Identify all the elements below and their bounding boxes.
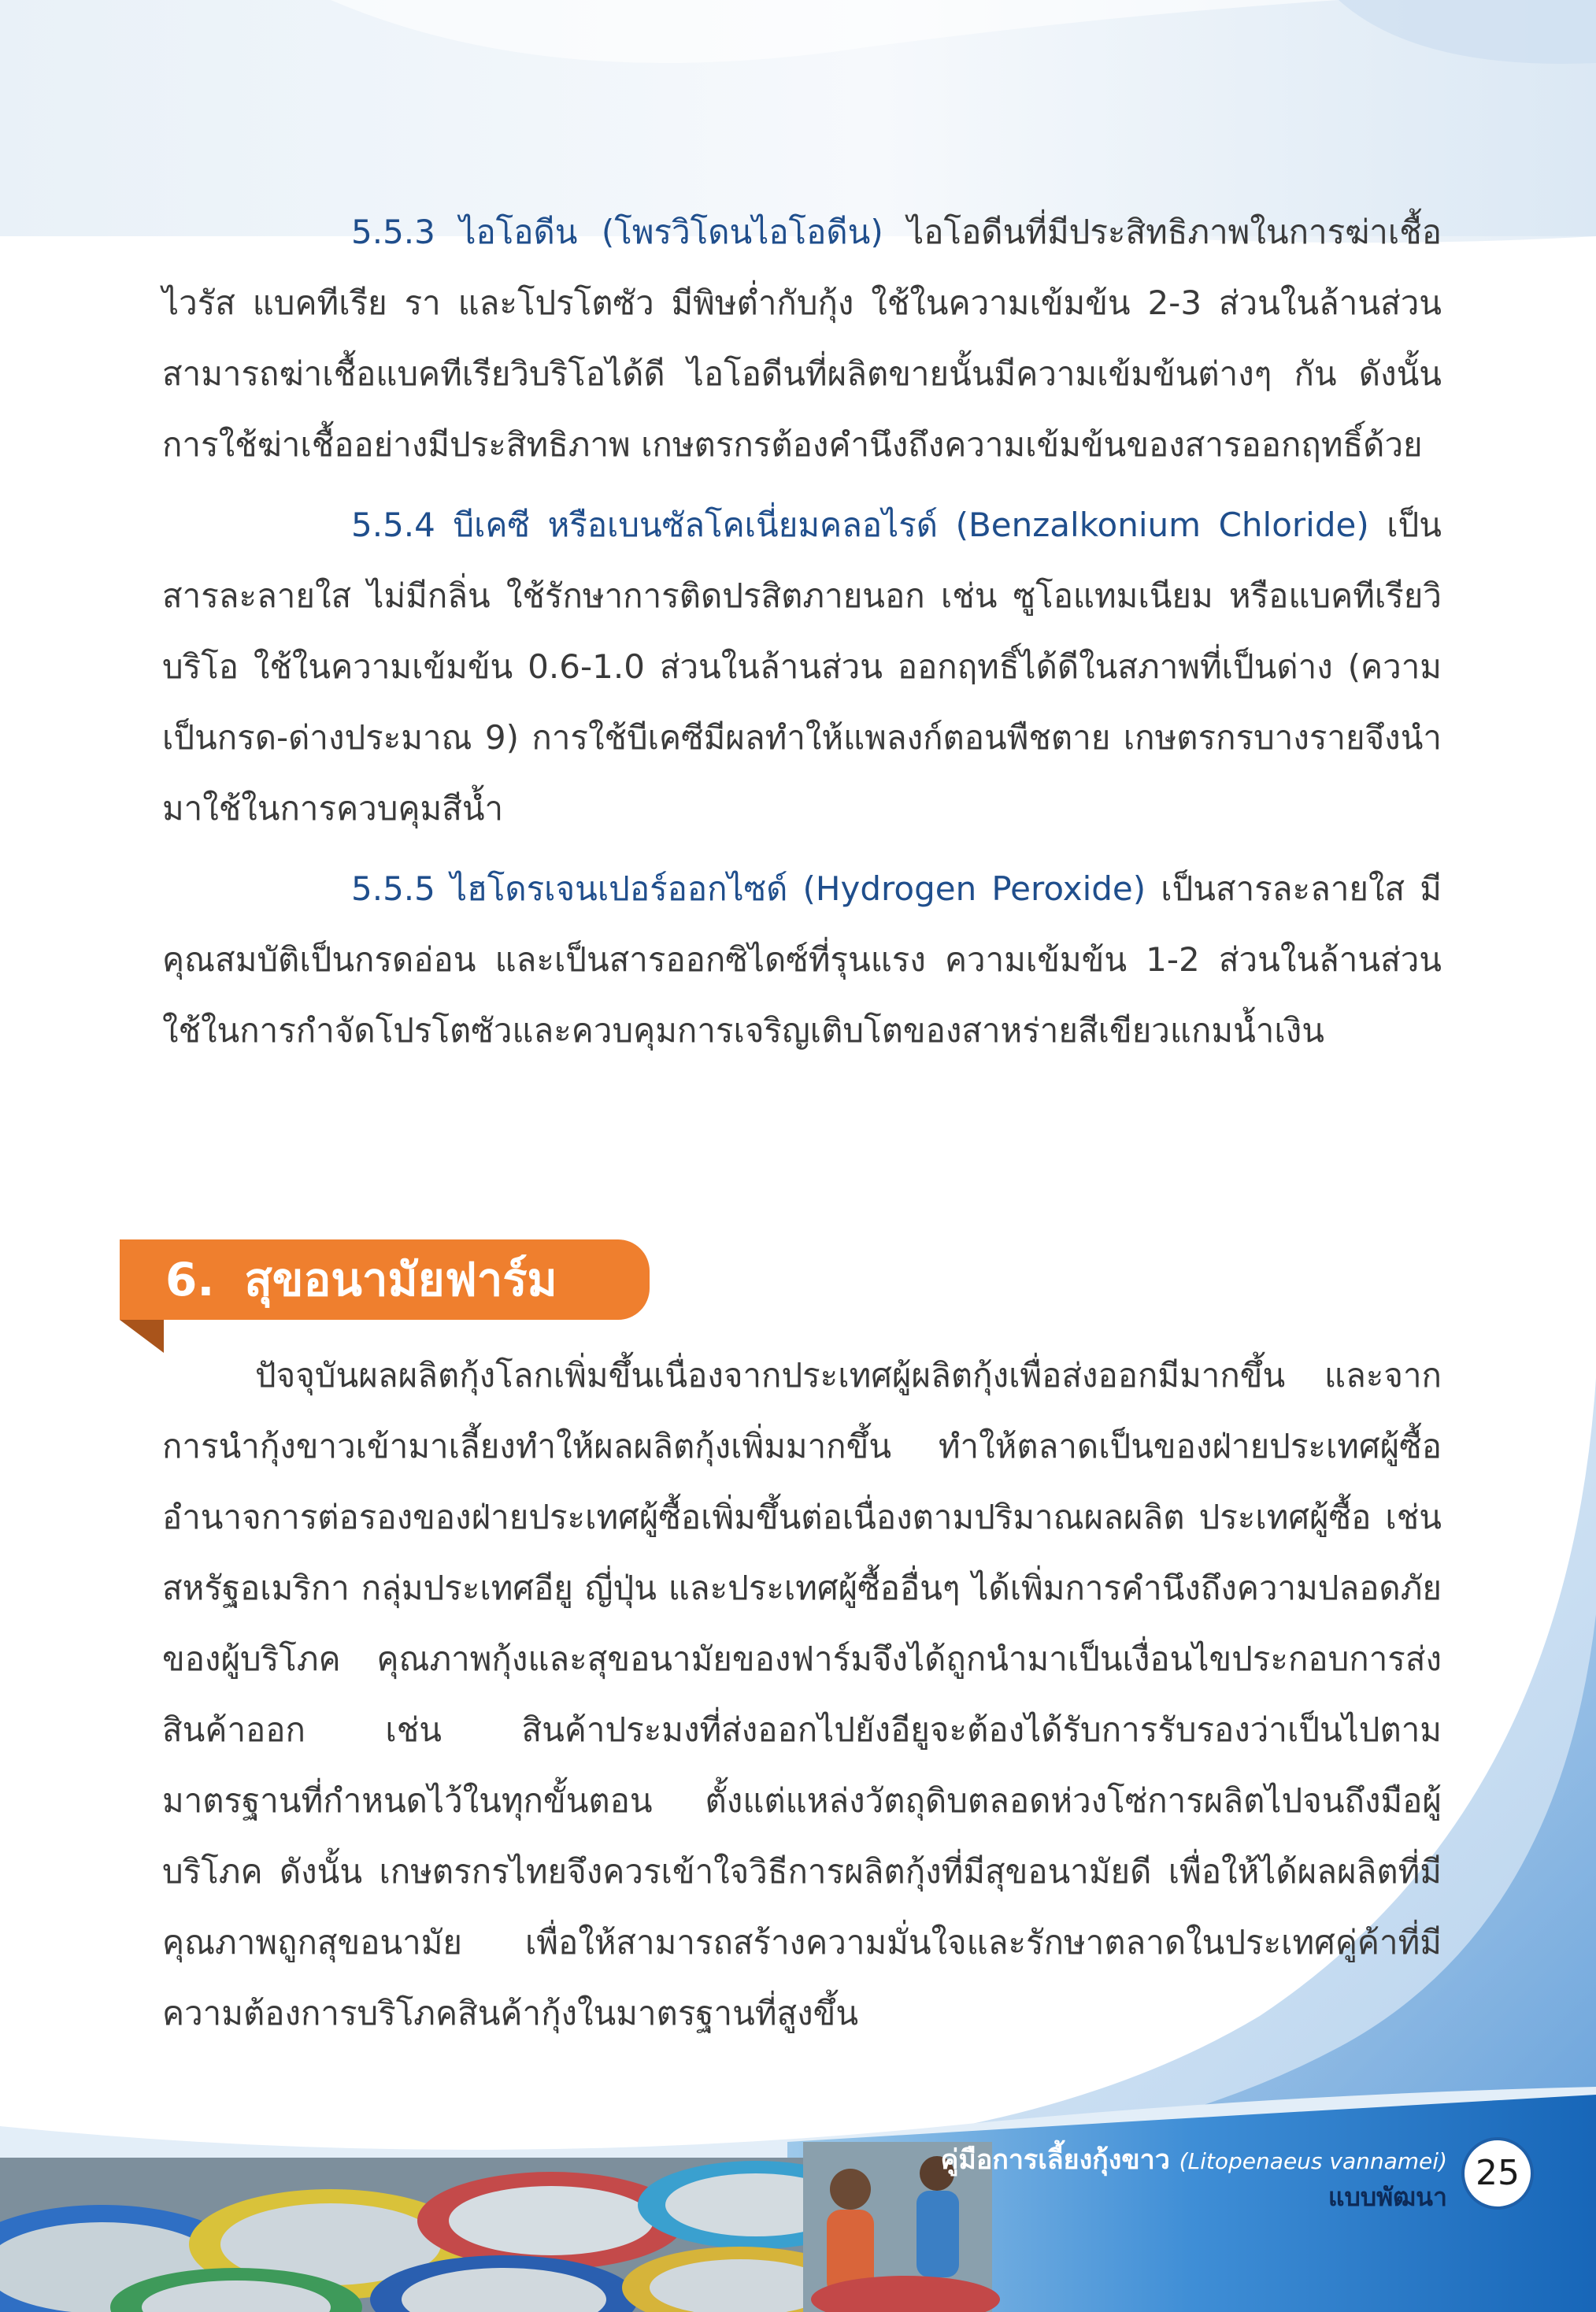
subsection-heading: 5.5.5 ไฮโดรเจนเปอร์ออกไซด์ (Hydrogen Peroxide) [351,869,1146,908]
footer-title-line [918,2142,1447,2180]
section-6-paragraph: ปัจจุบันผลผลิตกุ้งโลกเพิ่มขึ้นเนื่องจากประเทศผู้ผลิตกุ้งเพื่อส่งออกมีมากขึ้น และจากการนำกุ้งขาวเข้ามาเลี้ยงทำให้ผลผลิตกุ้งเพิ่มมากขึ้น ทำให้ตลาดเป็นของฝ่ายประเทศผู้ซื้อ อำนาจการต่อรองของฝ่ายประเทศผู้ซื้อเพิ่มขึ้นต่อเนื่องตามปริมาณผลผลิต ประเทศผู้ซื้อ เช่น สหรัฐอเมริกา กลุ่มประเทศอียู ญี่ปุ่น และประเทศผู้ซื้ออื่นๆ ได้เพิ่มการคำนึงถึงความปลอดภัยของผู้บริโภค คุณภาพกุ้งและสุขอนามัยของฟาร์มจึงได้ถูกนำมาเป็นเงื่อนไขประกอบการส่งสินค้าออก เช่น สินค้าประมงที่ส่งออกไปยังอียูจะต้องได้รับการรับรองว่าเป็นไปตามมาตรฐานที่กำหนดไว้ในทุกขั้นตอน ตั้งแต่แหล่งวัตถุดิบตลอดห่วงโซ่การผลิตไปจนถึงมือผู้บริโภค ดังนั้น เกษตรกรไทยจึงควรเข้าใจวิธีการผลิตกุ้งที่มีสุขอนามัยดี เพื่อให้ได้ผลผลิตที่มีคุณภาพถูกสุขอนามัย เพื่อให้สามารถสร้างความมั่นใจและรักษาตลาดในประเทศคู่ค้าที่มีความต้องการบริโภคสินค้ากุ้งในมาตรฐานที่สูงขึ้น [162,1356,1442,2032]
section-6-header [120,1239,650,1326]
section-tab-fold [120,1320,164,1353]
footer-book-title [918,2142,1447,2214]
subsection-5-5-4 [162,490,1442,844]
book-title: คู่มือการเลี้ยงกุ้งขาว [940,2144,1170,2176]
main-content [162,197,1442,1066]
subsection-5-5-3 [162,197,1442,480]
subsection-body: เป็นสารละลายใส ไม่มีกลิ่น ใช้รักษาการติดปรสิตภายนอก เช่น ซูโอแทมเนียม หรือแบคทีเรียวิบริโอ ใช้ในความเข้มข้น 0.6-1.0 ส่วนในล้านส่วน ออกฤทธิ์ได้ดีในสภาพที่เป็นด่าง (ความเป็นกรด-ด่างประมาณ 9) การใช้บีเคซีมีผลทำให้แพลงก์ตอนพืชตาย เกษตรกรบางรายจึงนำมาใช้ในการควบคุมสีน้ำ [162,506,1442,828]
page-number: 25 [1461,2137,1534,2210]
section-title-text: สุขอนามัยฟาร์ม [244,1253,557,1306]
subsection-heading: 5.5.4 บีเคซี หรือเบนซัลโคเนี่ยมคลอไรด์ (Benzalkonium Chloride) [351,506,1369,544]
section-title [165,1250,557,1309]
section-6-body [162,1340,1442,2049]
subsection-body: เป็นสารละลายใส มีคุณสมบัติเป็นกรดอ่อน และเป็นสารออกซิไดซ์ที่รุนแรง ความเข้มข้น 1-2 ส่วนในล้านส่วน ใช้ในการกำจัดโปรโตซัวและควบคุมการเจริญเติบโตของสาหร่ายสีเขียวแกมน้ำเงิน [162,869,1442,1050]
scientific-name: (Litopenaeus vannamei) [1179,2148,1447,2174]
subsection-body: ไอโอดีนที่มีประสิทธิภาพในการฆ่าเชื้อไวรัส แบคทีเรีย รา และโปรโตซัว มีพิษต่ำกับกุ้ง ใช้ในความเข้มข้น 2-3 ส่วนในล้านส่วน สามารถฆ่าเชื้อแบคทีเรียวิบริโอได้ดี ไอโอดีนที่ผลิตขายนั้นมีความเข้มข้นต่างๆ กัน ดังนั้นการใช้ฆ่าเชื้ออย่างมีประสิทธิภาพ เกษตรกรต้องคำนึงถึงความเข้มข้นของสารออกฤทธิ์ด้วย [162,213,1442,464]
subsection-5-5-5 [162,854,1442,1066]
subsection-heading: 5.5.3 ไอโอดีน (โพรวิโดนไอโอดีน) [351,213,883,251]
shrimp-basket-photo [0,2158,913,2312]
section-number: 6. [165,1253,215,1306]
book-subtitle: แบบพัฒนา [1328,2182,1447,2212]
